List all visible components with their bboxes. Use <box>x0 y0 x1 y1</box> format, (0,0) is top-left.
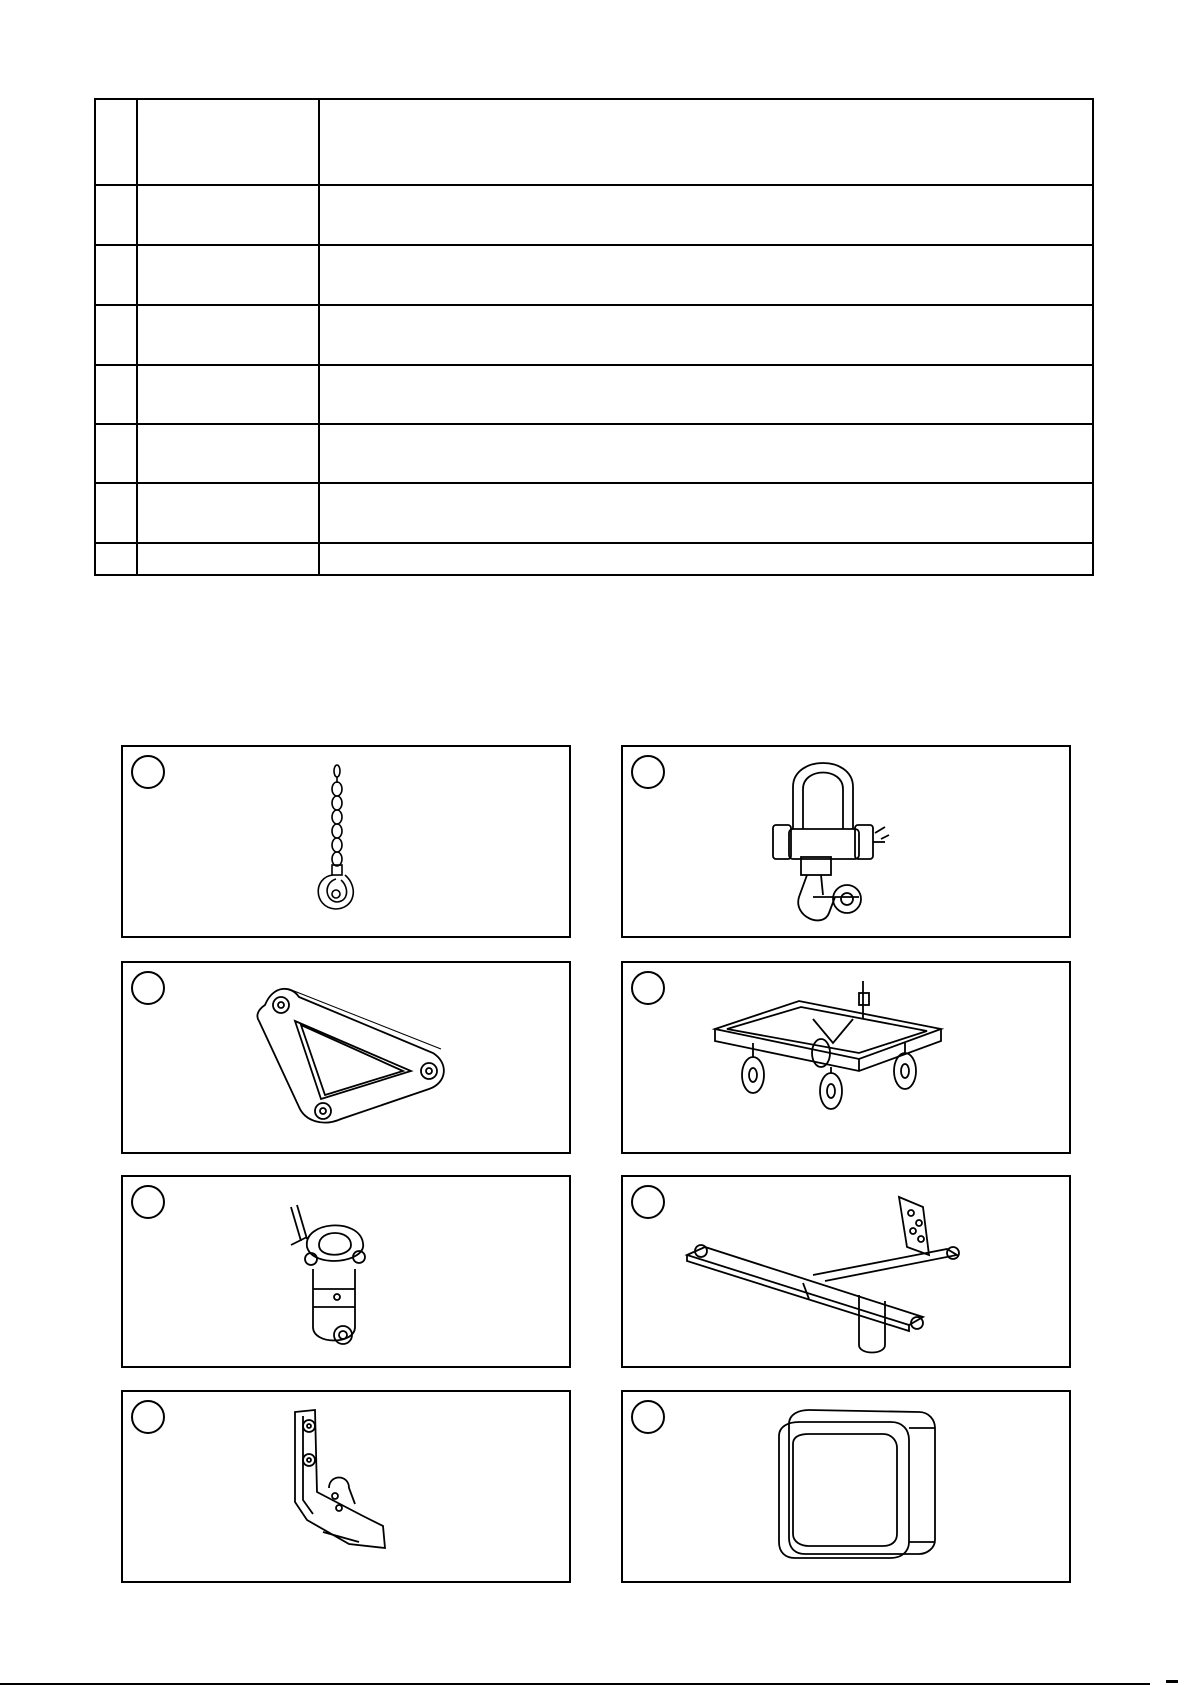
accessory-panel-8 <box>621 1390 1071 1583</box>
parts-table <box>94 98 1094 576</box>
row-name <box>137 483 319 543</box>
table-row <box>95 99 1093 185</box>
row-description <box>319 99 1093 185</box>
accessory-panel-4 <box>621 961 1071 1154</box>
triangle-link-plate-icon <box>123 963 569 1152</box>
row-name <box>137 543 319 575</box>
cover-box-icon <box>623 1392 1069 1581</box>
row-description <box>319 543 1093 575</box>
row-number <box>95 543 137 575</box>
row-name <box>137 185 319 245</box>
row-number <box>95 185 137 245</box>
row-name <box>137 365 319 424</box>
page-corner-mark <box>1166 1680 1178 1683</box>
table-row <box>95 305 1093 365</box>
pipe-clamp-icon <box>123 1177 569 1366</box>
table-row <box>95 543 1093 575</box>
row-description <box>319 365 1093 424</box>
row-name <box>137 305 319 365</box>
row-description <box>319 185 1093 245</box>
row-number <box>95 305 137 365</box>
row-description <box>319 483 1093 543</box>
row-number <box>95 365 137 424</box>
accessory-panel-6 <box>621 1175 1071 1368</box>
row-name <box>137 245 319 305</box>
accessory-panel-7 <box>121 1390 571 1583</box>
row-description <box>319 245 1093 305</box>
row-description <box>319 305 1093 365</box>
table-row <box>95 185 1093 245</box>
table-row <box>95 424 1093 483</box>
row-name <box>137 424 319 483</box>
pole-mount-bracket-icon <box>623 1177 1069 1366</box>
row-number <box>95 99 137 185</box>
dolly-frame-icon <box>623 963 1069 1152</box>
table-row <box>95 483 1093 543</box>
accessory-panel-2 <box>621 745 1071 938</box>
accessory-panel-5 <box>121 1175 571 1368</box>
accessory-panel-1 <box>121 745 571 938</box>
chain-hoist-hook-icon <box>123 747 569 936</box>
row-description <box>319 424 1093 483</box>
row-number <box>95 483 137 543</box>
accessory-panel-3 <box>121 961 571 1154</box>
shackle-clamp-icon <box>623 747 1069 936</box>
table-row <box>95 245 1093 305</box>
row-number <box>95 245 137 305</box>
row-number <box>95 424 137 483</box>
row-name <box>137 99 319 185</box>
table-row <box>95 365 1093 424</box>
angle-bracket-icon <box>123 1392 569 1581</box>
